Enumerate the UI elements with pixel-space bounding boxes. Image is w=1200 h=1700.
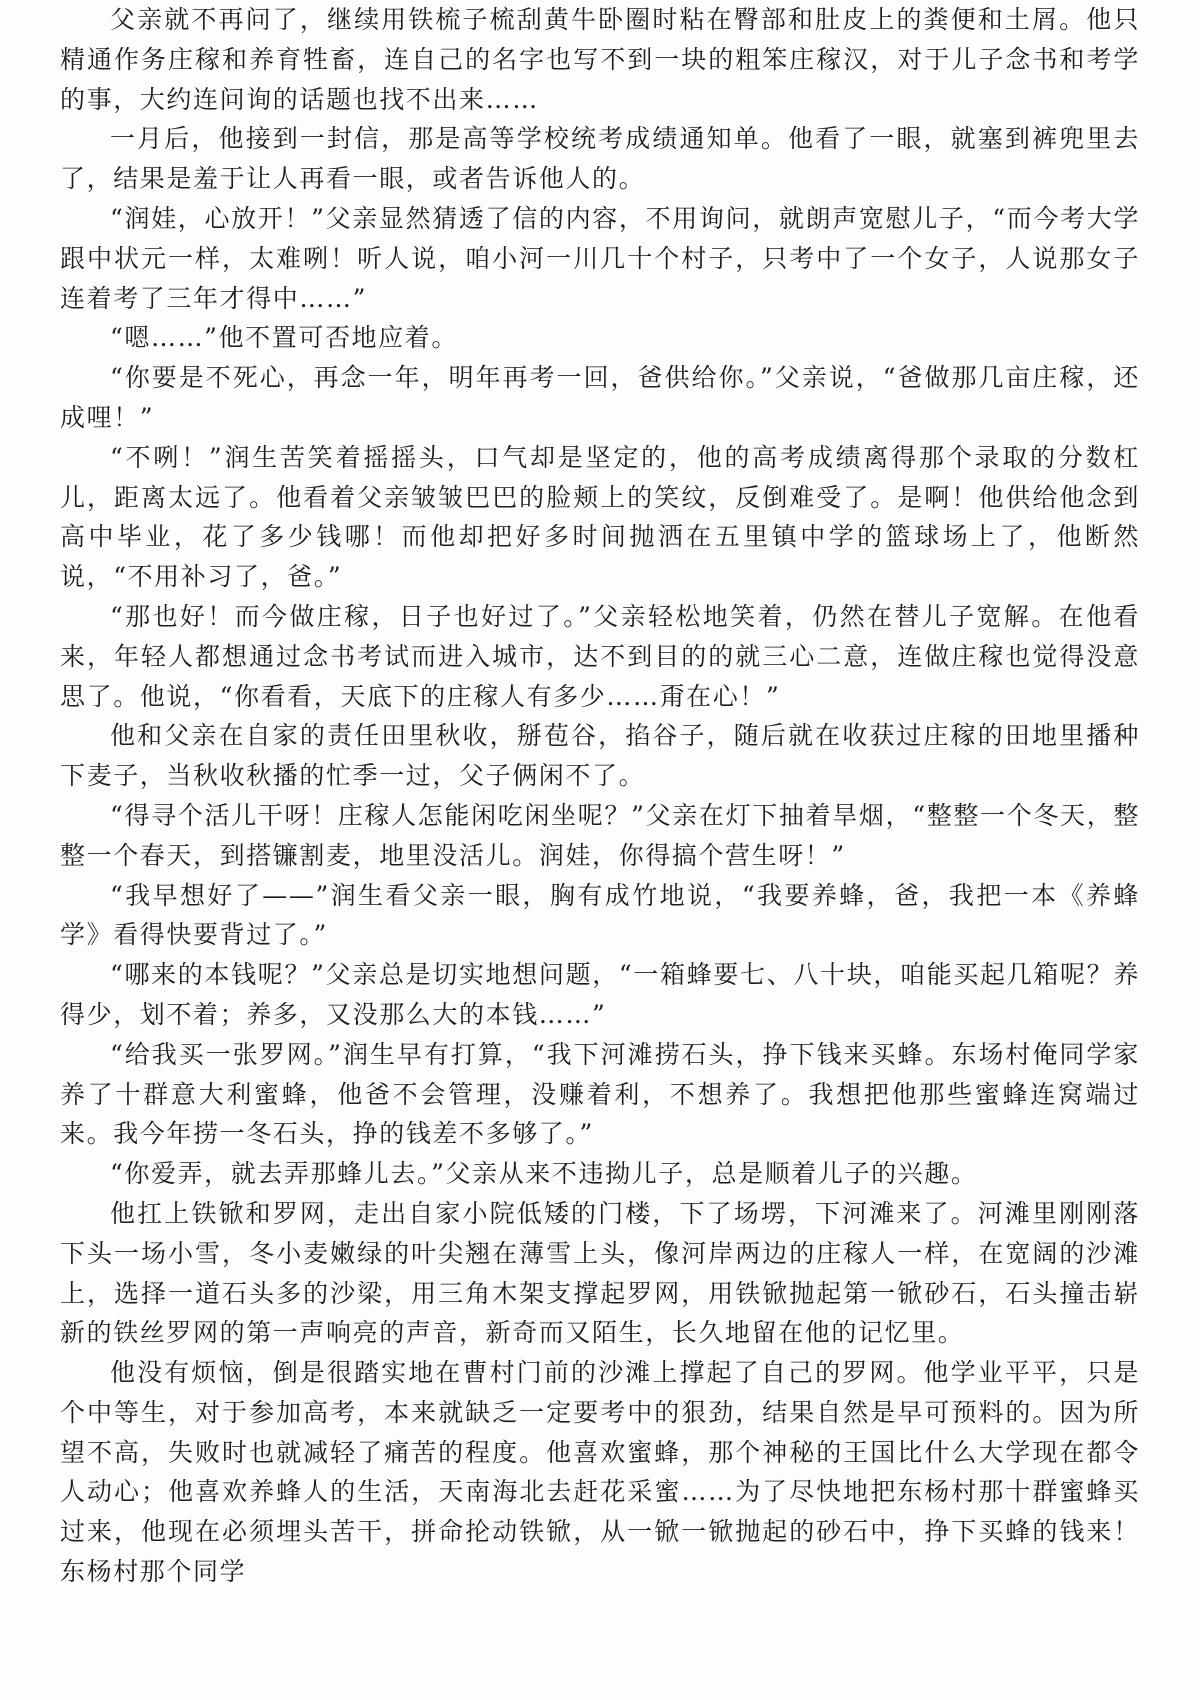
paragraph-11: “哪来的本钱呢？”父亲总是切实地想问题，“一箱蜂要七、八十块，咱能买起几箱呢？养得少，划不着；养多，又没那么大的本钱……”	[60, 960, 1140, 1029]
paragraph-13: “你爱弄，就去弄那蜂儿去。”父亲从来不违拗儿子，总是顺着儿子的兴趣。	[110, 1159, 978, 1189]
paragraph-6: “不咧！”润生苦笑着摇摇头，口气却是坚定的，他的高考成绩离得那个录取的分数杠儿，距离太远了。他看着父亲皱皱巴巴的脸颊上的笑纹，反倒难受了。是啊！他供给他念到高中毕业，花了多少钱哪！而他却把好多时间抛洒在五里镇中学的篮球场上了，他断然说，“不用补习了，爸。”	[60, 442, 1140, 592]
paragraph-14: 他扛上铁锨和罗网，走出自家小院低矮的门楼，下了场塄，下河滩来了。河滩里刚刚落下头一场小雪，冬小麦嫩绿的叶尖翘在薄雪上头，像河岸两边的庄稼人一样，在宽阔的沙滩上，选择一道石头多的沙梁，用三角木架支撑起罗网，用铁锨抛起第一锨砂石，石头撞击崭新的铁丝罗网的第一声响亮的声音，新奇而又陌生，长久地留在他的记忆里。	[60, 1198, 1140, 1348]
paragraph-15: 他没有烦恼，倒是很踏实地在曹村门前的沙滩上撑起了自己的罗网。他学业平平，只是个中等生，对于参加高考，本来就缺乏一定要考中的狠劲，结果自然是早可预料的。因为所望不高，失败时也就减轻了痛苦的程度。他喜欢蜜蜂，那个神秘的王国比什么大学现在都令人动心；他喜欢养蜂人的生活，天南海北去赶花采蜜……为了尽快地把东杨村那十群蜜蜂买过来，他现在必须埋头苦干，拼命抡动铁锨，从一锨一锨抛起的砂石中，挣下买蜂的钱来！东杨村那个同学	[60, 1358, 1140, 1587]
paragraph-4: “嗯……”他不置可否地应着。	[110, 323, 458, 353]
paragraph-3: “润娃，心放开！”父亲显然猜透了信的内容，不用询问，就朗声宽慰儿子，“而今考大学跟中状元一样，太难咧！听人说，咱小河一川几十个村子，只考中了一个女子，人说那女子连着考了三年才得中……”	[60, 203, 1140, 313]
paragraph-2: 一月后，他接到一封信，那是高等学校统考成绩通知单。他看了一眼，就塞到裤兜里去了，结果是羞于让人再看一眼，或者告诉他人的。	[60, 124, 1140, 194]
paragraph-10: “我早想好了——”润生看父亲一眼，胸有成竹地说，“我要养蜂，爸，我把一本《养蜂学》看得快要背过了。”	[60, 880, 1140, 950]
paragraph-12: “给我买一张罗网。”润生早有打算，“我下河滩捞石头，挣下钱来买蜂。东场村俺同学家养了十群意大利蜜蜂，他爸不会管理，没赚着利，不想养了。我想把他那些蜜蜂连窝端过来。我今年捞一冬石头，挣的钱差不多够了。”	[60, 1039, 1140, 1149]
paragraph-1: 父亲就不再问了，继续用铁梳子梳刮黄牛卧圈时粘在臀部和肚皮上的粪便和土屑。他只精通作务庄稼和养育牲畜，连自己的名字也写不到一块的粗笨庄稼汉，对于儿子念书和考学的事，大约连问询的话题也找不出来……	[60, 5, 1140, 114]
paragraph-9: “得寻个活儿干呀！庄稼人怎能闲吃闲坐呢？”父亲在灯下抽着旱烟，“整整一个冬天，整整一个春天，到搭镰割麦，地里没活儿。润娃，你得搞个营生呀！”	[60, 800, 1140, 870]
paragraph-8: 他和父亲在自家的责任田里秋收，掰苞谷，掐谷子，随后就在收获过庄稼的田地里播种下麦子，当秋收秋播的忙季一过，父子俩闲不了。	[60, 721, 1140, 791]
paragraph-5: “你要是不死心，再念一年，明年再考一回，爸供给你。”父亲说，“爸做那几亩庄稼，还成哩！”	[60, 363, 1140, 432]
story-text	[60, 0, 1140, 1592]
paragraph-7: “那也好！而今做庄稼，日子也好过了。”父亲轻松地笑着，仍然在替儿子宽解。在他看来，年轻人都想通过念书考试而进入城市，达不到目的的就三心二意，连做庄稼也觉得没意思了。他说，“你看看，天底下的庄稼人有多少……甭在心！”	[60, 601, 1140, 711]
